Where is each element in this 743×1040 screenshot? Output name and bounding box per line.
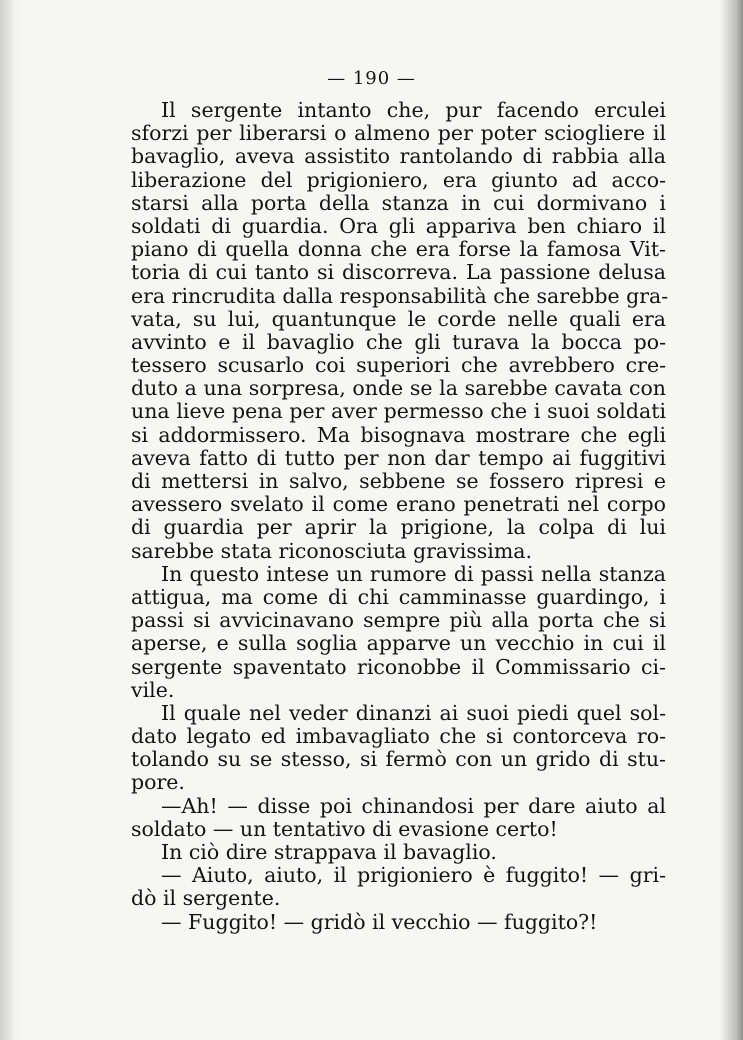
text-line: vile. bbox=[131, 677, 175, 702]
text-line: sforzi per liberarsi o almeno per poter sciogliere il bbox=[131, 121, 666, 146]
text-line: era rincrudita dalla responsabilità che sarebbe gra- bbox=[131, 283, 669, 308]
text-line: In questo intese un rumore di passi nella stanza bbox=[161, 561, 666, 586]
text-line: tessero scusarlo coi superiori che avrebbero cre- bbox=[131, 353, 666, 378]
text-line: pore. bbox=[131, 770, 185, 795]
text-line: avvinto e il bavaglio che gli turava la bocca po- bbox=[131, 329, 666, 354]
text-line: — Fuggito! — gridò il vecchio — fuggito?! bbox=[161, 909, 598, 934]
text-line: starsi alla porta della stanza in cui dormivano i bbox=[131, 190, 666, 215]
text-line: tolando su se stesso, si fermò con un grido di stu- bbox=[131, 747, 666, 772]
text-line: avessero svelato il come erano penetrati nel corpo bbox=[131, 492, 666, 517]
text-line: bavaglio, aveva assistito rantolando di rabbia alla bbox=[131, 144, 666, 169]
text-line: duto a una sorpresa, onde se la sarebbe cavata con bbox=[131, 376, 666, 401]
page-edge-shadow bbox=[721, 0, 743, 1040]
text-line: aveva fatto di tutto per non dar tempo ai fuggitivi bbox=[131, 445, 666, 470]
text-line: liberazione del prigioniero, era giunto ad acco- bbox=[131, 167, 666, 192]
text-line: — Aiuto, aiuto, il prigioniero è fuggito! — gri- bbox=[161, 863, 666, 888]
text-line: dato legato ed imbavagliato che si contorceva ro- bbox=[131, 724, 666, 749]
text-line: soldato — un tentativo di evasione certo! bbox=[131, 816, 558, 841]
text-line: dò il sergente. bbox=[131, 886, 281, 911]
text-line: piano di quella donna che era forse la famosa Vit- bbox=[131, 237, 666, 262]
text-line: sergente spaventato riconobbe il Commissario ci- bbox=[131, 654, 666, 679]
page-gutter-shadow bbox=[0, 0, 14, 1040]
text-line: sarebbe stata riconosciuta gravissima. bbox=[131, 538, 533, 563]
text-line: aperse, e sulla soglia apparve un vecchio in cui il bbox=[131, 631, 666, 656]
body-text bbox=[131, 98, 669, 934]
text-line: vata, su lui, quantunque le corde nelle quali era bbox=[131, 306, 666, 331]
text-line: Il quale nel veder dinanzi ai suoi piedi quel sol- bbox=[161, 700, 666, 725]
text-line: una lieve pena per aver permesso che i suoi soldati bbox=[131, 399, 666, 424]
text-line: di mettersi in salvo, sebbene se fossero ripresi e bbox=[131, 469, 666, 493]
text-line: passi si avvicinavano sempre più alla porta che si bbox=[131, 608, 666, 633]
text-line: soldati di guardia. Ora gli appariva ben chiaro il bbox=[131, 213, 666, 238]
text-line: toria di cui tanto si discorreva. La passione delusa bbox=[131, 260, 666, 285]
text-line: attigua, ma come di chi camminasse guardingo, i bbox=[131, 584, 666, 609]
page-number: — 190 — bbox=[327, 68, 416, 89]
text-line: Il sergente intanto che, pur facendo erculei bbox=[161, 98, 666, 122]
text-line: di guardia per aprir la prigione, la colpa di lui bbox=[131, 515, 666, 540]
text-line: —Ah! — disse poi chinandosi per dare aiuto al bbox=[161, 793, 666, 818]
text-line: In ciò dire strappava il bavaglio. bbox=[161, 840, 497, 864]
text-line: si addormissero. Ma bisognava mostrare che egli bbox=[131, 422, 666, 447]
